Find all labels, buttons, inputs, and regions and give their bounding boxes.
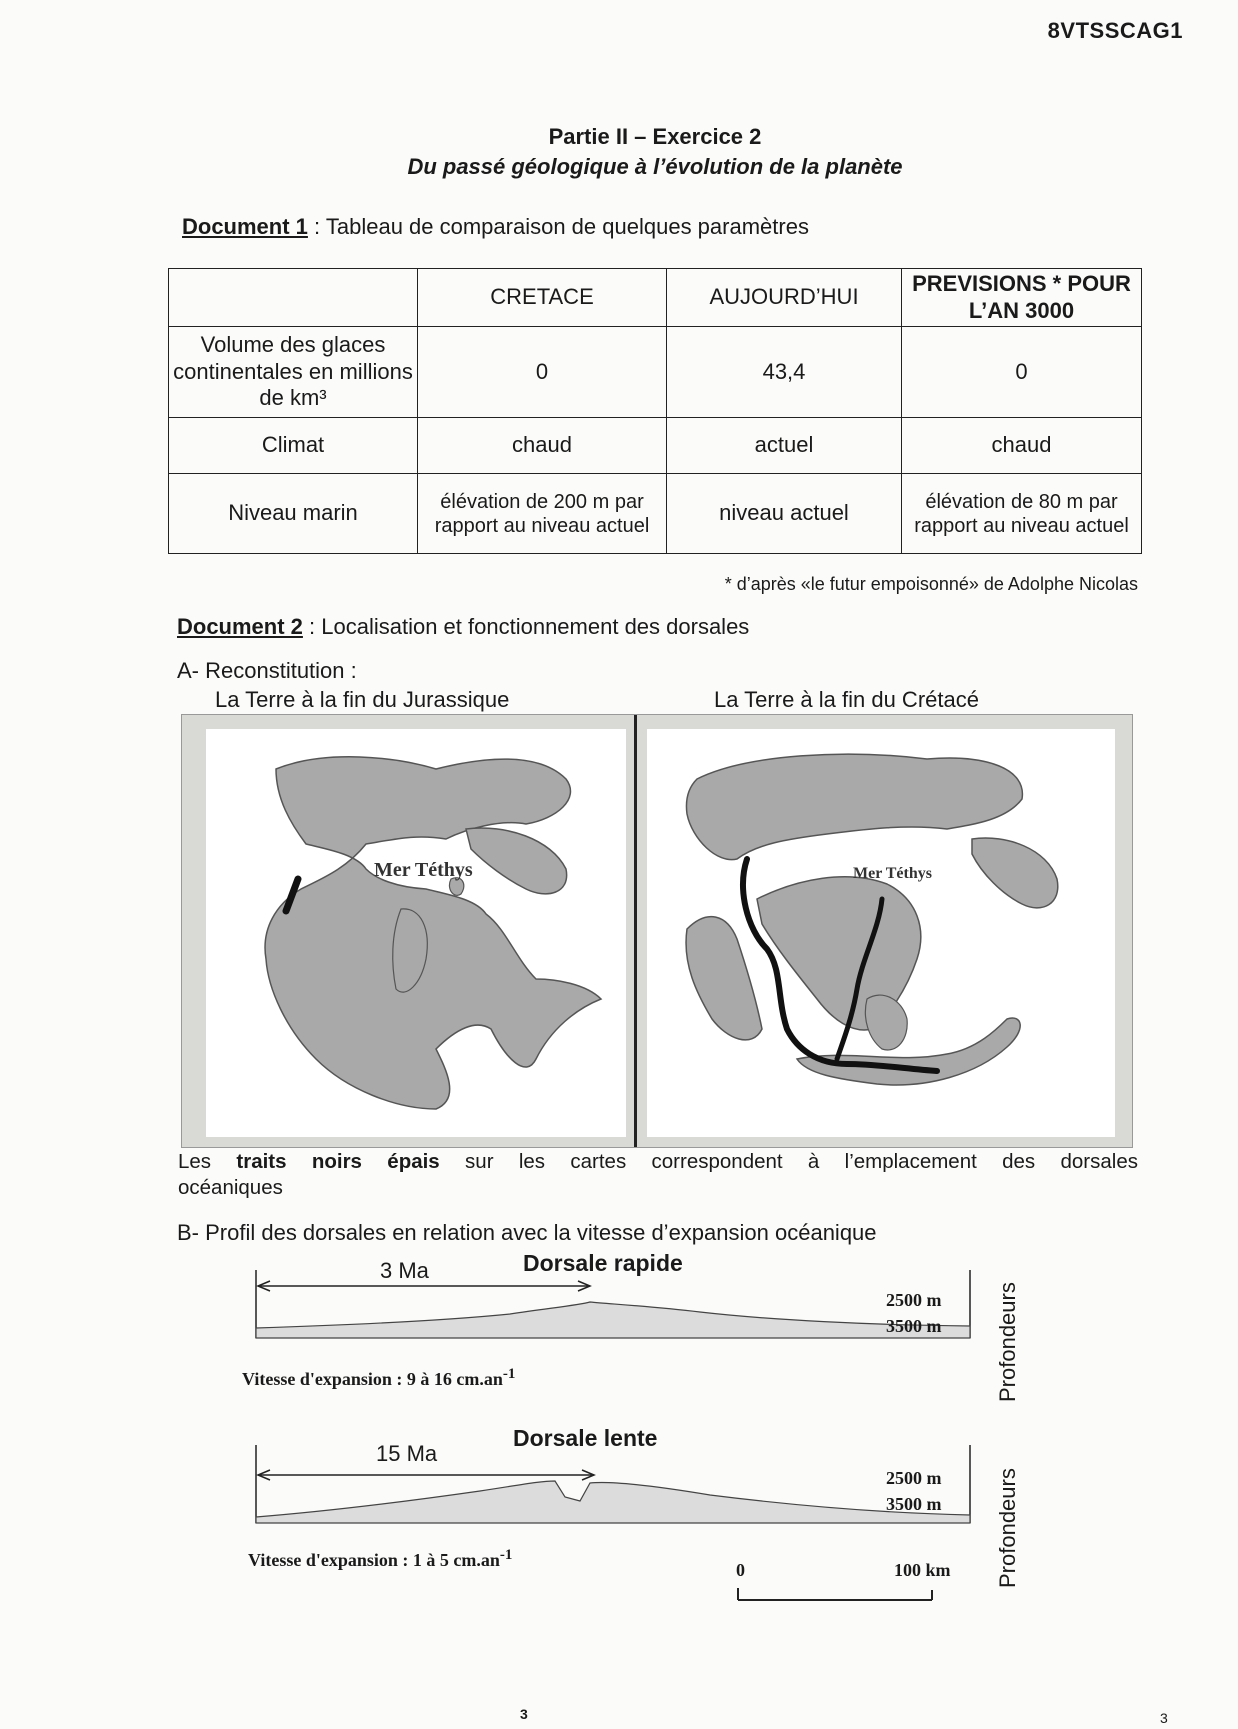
doc2-heading: [177, 614, 749, 640]
table-row: [169, 327, 1142, 418]
profile-slow-ridge-drawing: [250, 1445, 990, 1535]
table-cell: chaud: [902, 418, 1142, 474]
section-a-heading: A- Reconstitution :: [177, 658, 357, 683]
table-row-label: Niveau marin: [169, 474, 418, 554]
depth-2500-label: 2500 m: [886, 1468, 942, 1488]
comparison-table: [168, 268, 1142, 554]
sea-label-jurassic: Mer Téthys: [374, 859, 473, 881]
table-header-cell: AUJOURD’HUI: [667, 269, 902, 327]
depth-axis-label-2: Profondeurs: [995, 1468, 1020, 1588]
table-cell: 0: [418, 327, 667, 418]
table-row-label: Climat: [169, 418, 418, 474]
table-cell: niveau actuel: [667, 474, 902, 554]
table-row: [169, 418, 1142, 474]
depth-3500-label: 3500 m: [886, 1316, 942, 1336]
table-header-cell: CRETACE: [418, 269, 667, 327]
section-b-heading: B- Profil des dorsales en relation avec la vitesse d’expansion océanique: [177, 1220, 877, 1245]
depth-3500-label: 3500 m: [886, 1494, 942, 1514]
profile-fast-ridge-drawing: [250, 1270, 990, 1350]
map-jurassic-drawing: [206, 729, 626, 1137]
sea-label-cretaceous: Mer Téthys: [853, 865, 932, 882]
document-code: 8VTSSCAG1: [1047, 18, 1183, 43]
doc1-heading: [182, 214, 809, 240]
map-divider: [634, 715, 637, 1147]
profile-age: 3 Ma: [380, 1258, 429, 1283]
maps-caption: [178, 1150, 1138, 1175]
profile-title: Dorsale lente: [513, 1425, 658, 1451]
doc2-heading-text: : Localisation et fonctionnement des dorsales: [302, 614, 750, 639]
caption-bold: traits noirs épais: [236, 1150, 440, 1173]
speed-label: Vitesse d'expansion : 9 à 16 $cm.an^{-1}$: [242, 1366, 516, 1389]
table-cell: élévation de 80 m par rapport au niveau actuel: [902, 474, 1142, 554]
profile-fast-ridge: [242, 1250, 1030, 1400]
maps-figure: [181, 714, 1133, 1148]
table-cell: 0: [902, 327, 1142, 418]
profile-slow-ridge: [250, 1425, 1030, 1575]
scale-bar: [736, 1586, 936, 1606]
map-cretaceous: [647, 729, 1115, 1137]
table-cell: 43,4: [667, 327, 902, 418]
scale-start-label: 0: [736, 1560, 745, 1580]
profile-title: Dorsale rapide: [523, 1250, 683, 1276]
scale-end-label: 100 km: [894, 1560, 951, 1580]
depth-axis-label-1: Profondeurs: [995, 1282, 1020, 1402]
maps-caption-line2: océaniques: [178, 1176, 283, 1199]
table-row: [169, 474, 1142, 554]
table-header-cell: [169, 269, 418, 327]
table-cell: élévation de 200 m par rapport au niveau actuel: [418, 474, 667, 554]
table-cell: actuel: [667, 418, 902, 474]
doc2-label: Document 2: [177, 614, 303, 639]
map-cretaceous-drawing: [647, 729, 1115, 1137]
map-right-title: La Terre à la fin du Crétacé: [714, 687, 979, 712]
table-header-cell: PREVISIONS * POUR L’AN 3000: [902, 269, 1142, 327]
table-row-label: Volume des glaces continentales en millions de km³: [169, 327, 418, 418]
page-number: 3: [520, 1706, 528, 1722]
corner-page-number: 3: [1160, 1710, 1168, 1726]
table-cell: chaud: [418, 418, 667, 474]
caption-pre: Les: [178, 1150, 212, 1173]
table-footnote: * d’après «le futur empoisonné» de Adolphe Nicolas: [724, 574, 1138, 594]
doc1-heading-text: : Tableau de comparaison de quelques paramètres: [307, 214, 809, 239]
doc1-label: Document 1: [182, 214, 308, 239]
caption-post: sur les cartes correspondent à l’emplacement des dorsales: [465, 1150, 1138, 1173]
speed-label: Vitesse d'expansion : 1 à 5 $cm.an^{-1}$: [248, 1547, 513, 1570]
exercise-subtitle: Du passé géologique à l’évolution de la planète: [407, 154, 903, 179]
profile-age: 15 Ma: [376, 1441, 438, 1466]
map-jurassic: [206, 729, 626, 1137]
part-title: Partie II – Exercice 2: [548, 124, 762, 149]
map-left-title: La Terre à la fin du Jurassique: [215, 687, 510, 712]
depth-2500-label: 2500 m: [886, 1290, 942, 1310]
table-header-row: [169, 269, 1142, 327]
